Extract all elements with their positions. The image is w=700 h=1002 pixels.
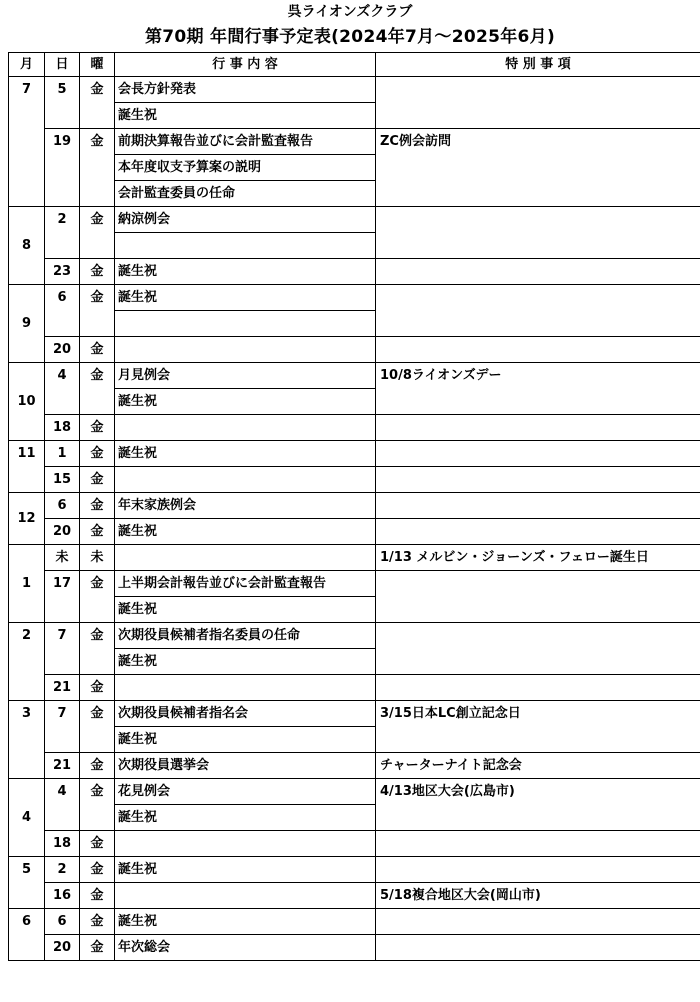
event-cell: 上半期会計報告並びに会計監査報告 [115,571,376,597]
table-row [9,909,700,935]
day-cell: 20 [45,935,80,961]
event-cell: 誕生祝 [115,727,376,753]
event-cell: 誕生祝 [115,857,376,883]
table-row [9,779,700,805]
event-cell: 会長方針発表 [115,77,376,103]
day-cell: 20 [45,519,80,545]
table-row [9,285,700,311]
event-cell: 納涼例会 [115,207,376,233]
event-cell: 花見例会 [115,779,376,805]
day-cell: 21 [45,753,80,779]
special-cell [376,571,700,623]
header-events: 行 事 内 容 [115,53,376,77]
day-cell: 4 [45,363,80,415]
table-row [9,935,700,961]
table-row [9,857,700,883]
table-row [9,623,700,649]
special-cell [376,207,700,259]
event-cell [115,831,376,857]
special-cell: 3/15日本LC創立記念日 [376,701,700,753]
weekday-cell: 金 [80,519,115,545]
day-cell: 7 [45,623,80,675]
day-cell: 23 [45,259,80,285]
special-cell [376,285,700,337]
event-cell: 誕生祝 [115,909,376,935]
event-cell: 誕生祝 [115,103,376,129]
special-cell [376,935,700,961]
table-row [9,259,700,285]
day-cell: 6 [45,909,80,935]
weekday-cell: 金 [80,363,115,415]
table-row [9,545,700,571]
event-cell: 本年度収支予算案の説明 [115,155,376,181]
month-cell: 3 [9,701,45,779]
special-cell: ZC例会訪問 [376,129,700,207]
special-cell [376,337,700,363]
header-day: 日 [45,53,80,77]
weekday-cell: 金 [80,259,115,285]
special-cell [376,857,700,883]
weekday-cell: 金 [80,623,115,675]
table-row [9,337,700,363]
weekday-cell: 金 [80,207,115,259]
day-cell: 16 [45,883,80,909]
special-cell [376,675,700,701]
weekday-cell: 金 [80,493,115,519]
month-cell: 7 [9,77,45,207]
table-row [9,753,700,779]
weekday-cell: 金 [80,883,115,909]
event-cell [115,467,376,493]
day-cell: 7 [45,701,80,753]
special-cell [376,909,700,935]
weekday-cell: 金 [80,909,115,935]
table-row [9,441,700,467]
day-cell: 2 [45,207,80,259]
month-cell: 9 [9,285,45,363]
special-cell: 10/8ライオンズデー [376,363,700,415]
special-cell [376,77,700,129]
day-cell: 未 [45,545,80,571]
weekday-cell: 金 [80,441,115,467]
day-cell: 1 [45,441,80,467]
month-cell: 12 [9,493,45,545]
special-cell [376,519,700,545]
special-cell: 4/13地区大会(広島市) [376,779,700,831]
header-month: 月 [9,53,45,77]
table-row [9,519,700,545]
weekday-cell: 金 [80,831,115,857]
schedule-table [8,52,700,961]
event-cell: 月見例会 [115,363,376,389]
day-cell: 17 [45,571,80,623]
event-cell: 次期役員候補者指名会 [115,701,376,727]
table-row [9,675,700,701]
event-cell [115,883,376,909]
day-cell: 19 [45,129,80,207]
weekday-cell: 金 [80,77,115,129]
event-cell: 誕生祝 [115,389,376,415]
table-row [9,701,700,727]
month-cell: 1 [9,545,45,623]
weekday-cell: 金 [80,753,115,779]
event-cell: 次期役員選挙会 [115,753,376,779]
special-cell [376,441,700,467]
table-row [9,207,700,233]
day-cell: 6 [45,285,80,337]
header-row [9,53,700,77]
weekday-cell: 金 [80,129,115,207]
special-cell [376,259,700,285]
day-cell: 18 [45,415,80,441]
day-cell: 5 [45,77,80,129]
special-cell [376,467,700,493]
page-title: 第70期 年間行事予定表(2024年7月～2025年6月) [144,27,556,47]
day-cell: 6 [45,493,80,519]
special-cell [376,831,700,857]
special-cell [376,623,700,675]
weekday-cell: 金 [80,571,115,623]
month-cell: 10 [9,363,45,441]
day-cell: 21 [45,675,80,701]
weekday-cell: 金 [80,337,115,363]
month-cell: 6 [9,909,45,961]
event-cell: 誕生祝 [115,285,376,311]
day-cell: 18 [45,831,80,857]
table-row [9,571,700,597]
weekday-cell: 金 [80,935,115,961]
event-cell [115,675,376,701]
event-cell: 前期決算報告並びに会計監査報告 [115,129,376,155]
event-cell: 誕生祝 [115,519,376,545]
table-row [9,129,700,155]
weekday-cell: 金 [80,779,115,831]
event-cell: 年次総会 [115,935,376,961]
table-row [9,77,700,103]
event-cell [115,337,376,363]
weekday-cell: 金 [80,415,115,441]
event-cell: 誕生祝 [115,649,376,675]
weekday-cell: 金 [80,675,115,701]
event-cell [115,233,376,259]
club-name: 呉ライオンズクラブ [287,4,413,20]
event-cell: 誕生祝 [115,259,376,285]
header-special: 特 別 事 項 [376,53,700,77]
month-cell: 5 [9,857,45,909]
day-cell: 2 [45,857,80,883]
table-row [9,467,700,493]
month-cell: 2 [9,623,45,701]
event-cell: 誕生祝 [115,441,376,467]
month-cell: 8 [9,207,45,285]
table-row [9,415,700,441]
day-cell: 4 [45,779,80,831]
event-cell [115,545,376,571]
special-cell [376,415,700,441]
event-cell [115,311,376,337]
weekday-cell: 金 [80,467,115,493]
month-cell: 11 [9,441,45,493]
weekday-cell: 金 [80,701,115,753]
table-row [9,831,700,857]
day-cell: 15 [45,467,80,493]
event-cell: 誕生祝 [115,805,376,831]
event-cell: 年末家族例会 [115,493,376,519]
event-cell: 誕生祝 [115,597,376,623]
month-cell: 4 [9,779,45,857]
weekday-cell: 未 [80,545,115,571]
table-row [9,493,700,519]
header-weekday: 曜 [80,53,115,77]
special-cell: チャーターナイト記念会 [376,753,700,779]
special-cell: 5/18複合地区大会(岡山市) [376,883,700,909]
table-row [9,883,700,909]
special-cell: 1/13 メルビン・ジョーンズ・フェロー誕生日 [376,545,700,571]
event-cell [115,415,376,441]
weekday-cell: 金 [80,285,115,337]
weekday-cell: 金 [80,857,115,883]
day-cell: 20 [45,337,80,363]
table-row [9,363,700,389]
special-cell [376,493,700,519]
event-cell: 会計監査委員の任命 [115,181,376,207]
event-cell: 次期役員候補者指名委員の任命 [115,623,376,649]
